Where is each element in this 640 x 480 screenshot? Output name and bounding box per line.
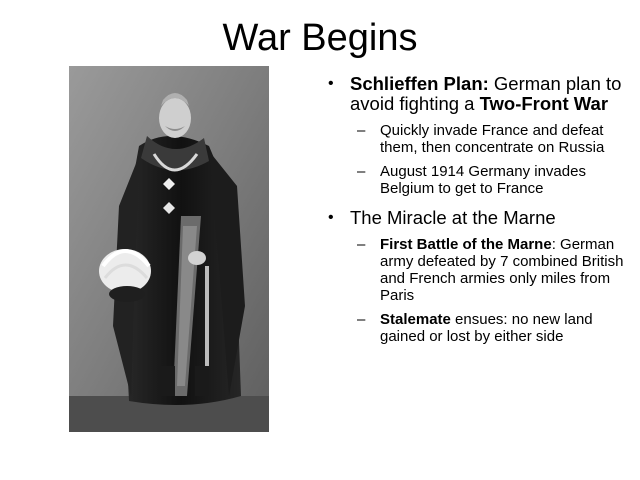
sub-bullet-text: ensues: no new land gained or lost by either side [380,311,593,345]
sub-bullet-invade-france [328,122,628,156]
slide-title: War Begins [222,17,418,59]
dash-icon: – [357,311,366,328]
bullet-marne [328,208,628,228]
sub-bullet-first-battle [328,236,628,304]
bullet-icon: • [328,209,334,226]
portrait-photo-icon [69,66,269,432]
dash-icon: – [357,236,366,253]
sub-bullet-text: : German army defeated by 7 combined British and French armies only miles from Paris [380,236,624,304]
bullet-bold-lead: Schlieffen Plan: [350,73,489,94]
bullet-schlieffen-plan [328,74,628,114]
bullet-text: The Miracle at the Marne [350,207,556,228]
dash-icon: – [357,163,366,180]
bullet-icon: • [328,75,334,92]
sub-bullet-bold: First Battle of the Marne [380,236,552,253]
sub-bullet-text: August 1914 Germany invades Belgium to get to France [380,163,586,197]
bullet-bold-tail: Two-Front War [479,93,609,114]
bullet-text: German plan to avoid fighting a [350,73,622,114]
dash-icon: – [357,122,366,139]
sub-bullet-text: Quickly invade France and defeat them, then concentrate on Russia [380,122,605,156]
sub-bullet-stalemate [328,311,628,345]
bullet-list [328,74,628,352]
sub-bullet-belgium [328,163,628,197]
sub-bullet-bold: Stalemate [380,311,451,328]
portrait-photo [69,66,269,432]
